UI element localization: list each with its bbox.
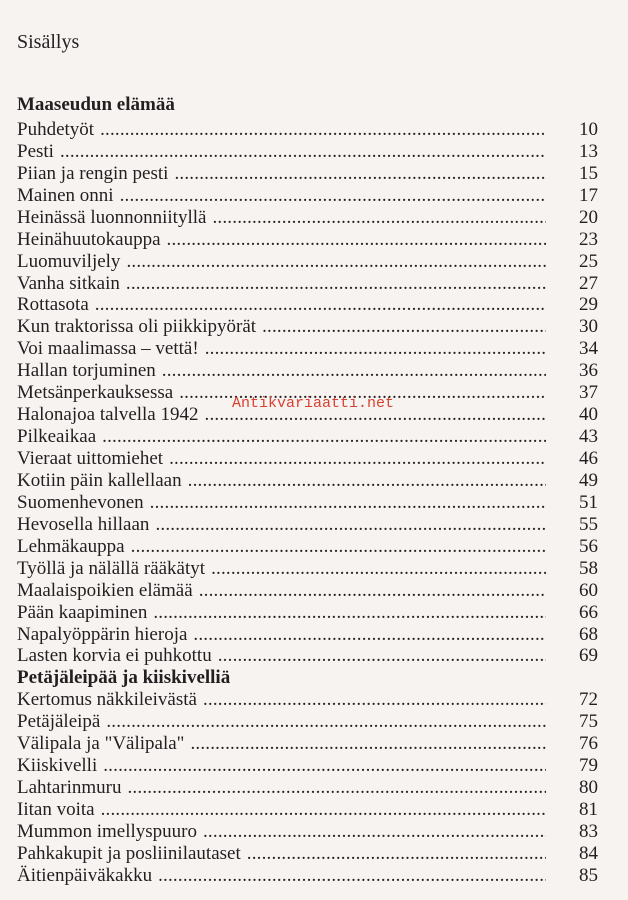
entry-title: Heinässä luonnonniityllä — [17, 206, 207, 228]
entry-title: Heinähuutokauppa — [17, 228, 161, 250]
toc-entry — [17, 645, 598, 667]
toc-entry — [17, 558, 598, 580]
dot-leader — [188, 470, 546, 492]
entry-title: Pään kaapiminen — [17, 601, 148, 623]
entry-title: Vanha sitkain — [17, 272, 120, 294]
entry-title: Kotiin päin kallellaan — [17, 469, 182, 491]
entry-page-number: 30 — [579, 316, 598, 338]
toc-entry — [17, 602, 598, 624]
entry-page-number: 80 — [579, 777, 598, 799]
section-heading: Petäjäleipää ja kiiskivelliä — [17, 667, 231, 689]
dot-leader — [120, 185, 546, 207]
entry-page-number: 10 — [579, 118, 598, 140]
page-title: Sisällys — [17, 31, 80, 53]
dot-leader — [100, 119, 546, 141]
entry-page-number: 34 — [579, 338, 598, 360]
toc-entry — [17, 119, 598, 141]
dot-leader — [199, 580, 546, 602]
entry-page-number: 55 — [579, 513, 598, 535]
entry-page-number: 81 — [579, 799, 598, 820]
table-of-contents — [17, 94, 598, 887]
dot-leader — [167, 229, 546, 251]
dot-leader — [193, 624, 546, 646]
toc-entry — [17, 799, 598, 821]
toc-entry — [17, 229, 598, 251]
entry-page-number: 29 — [579, 294, 598, 316]
entry-title: Kun traktorissa oli piikkipyörät — [17, 316, 257, 338]
toc-entry — [17, 448, 598, 470]
dot-leader — [262, 316, 546, 338]
entry-page-number: 68 — [579, 623, 598, 645]
toc-entry — [17, 492, 598, 514]
entry-title: Pesti — [17, 140, 54, 162]
dot-leader — [153, 602, 546, 624]
entry-page-number: 85 — [579, 864, 598, 886]
entry-title: Äitienpäiväkakku — [17, 864, 153, 886]
dot-leader — [126, 251, 546, 273]
dot-leader — [102, 426, 546, 448]
toc-entry — [17, 843, 598, 865]
entry-page-number: 76 — [579, 733, 598, 755]
entry-page-number: 43 — [579, 426, 598, 448]
dot-leader — [218, 645, 546, 667]
entry-title: Suomenhevonen — [17, 491, 144, 513]
entry-page-number: 58 — [579, 557, 598, 579]
entry-page-number: 49 — [579, 469, 598, 491]
entry-title: Kiiskivelli — [17, 755, 98, 777]
section-heading: Maaseudun elämää — [17, 94, 175, 115]
dot-leader — [60, 141, 546, 163]
entry-page-number: 15 — [579, 162, 598, 184]
entry-page-number: 72 — [579, 689, 598, 711]
entry-page-number: 36 — [579, 360, 598, 382]
entry-title: Napalyöppärin hieroja — [17, 623, 188, 645]
entry-title: Iitan voita — [17, 799, 95, 820]
toc-entry — [17, 251, 598, 273]
dot-leader — [103, 755, 546, 777]
entry-title: Hallan torjuminen — [17, 360, 156, 382]
entry-title: Vieraat uittomiehet — [17, 448, 164, 469]
toc-section — [17, 667, 598, 886]
toc-entry — [17, 865, 598, 887]
entry-title: Petäjäleipä — [17, 711, 101, 733]
toc-entry — [17, 141, 598, 163]
dot-leader — [169, 448, 546, 470]
dot-leader — [158, 865, 546, 887]
toc-entry — [17, 360, 598, 382]
dot-leader — [205, 338, 546, 360]
dot-leader — [203, 689, 546, 711]
toc-entry — [17, 426, 598, 448]
toc-entry — [17, 185, 598, 207]
entry-title: Puhdetyöt — [17, 118, 95, 140]
entry-page-number: 69 — [579, 645, 598, 667]
entry-title: Pilkeaikaa — [17, 426, 97, 448]
entry-title: Kertomus näkkileivästä — [17, 689, 197, 711]
dot-leader — [174, 163, 546, 185]
toc-entry — [17, 711, 598, 733]
toc-entry — [17, 777, 598, 799]
dot-leader — [211, 558, 546, 580]
entry-title: Pahkakupit ja posliinilautaset — [17, 842, 241, 864]
entry-title: Lahtarinmuru — [17, 777, 122, 799]
entry-page-number: 83 — [579, 820, 598, 842]
entry-title: Lehmäkauppa — [17, 535, 125, 557]
toc-entry — [17, 273, 598, 295]
entry-page-number: 40 — [579, 404, 598, 426]
toc-entry — [17, 733, 598, 755]
entry-title: Työllä ja nälällä rääkätyt — [17, 557, 206, 579]
entry-title: Mainen onni — [17, 184, 114, 206]
entry-page-number: 46 — [579, 448, 598, 469]
dot-leader — [162, 360, 546, 382]
entry-page-number: 13 — [579, 140, 598, 162]
dot-leader — [101, 799, 546, 821]
toc-entry — [17, 470, 598, 492]
entry-title: Välipala ja "Välipala" — [17, 733, 185, 755]
entry-page-number: 20 — [579, 206, 598, 228]
toc-entry — [17, 580, 598, 602]
entry-page-number: 56 — [579, 535, 598, 557]
entry-title: Halonajoa talvella 1942 — [17, 404, 199, 426]
dot-leader — [127, 777, 546, 799]
toc-entry — [17, 294, 598, 316]
dot-leader — [150, 492, 546, 514]
dot-leader — [126, 273, 546, 295]
dot-leader — [247, 843, 546, 865]
entry-page-number: 60 — [579, 579, 598, 601]
entry-title: Voi maalimassa – vettä! — [17, 338, 199, 360]
entry-page-number: 17 — [579, 184, 598, 206]
toc-entry — [17, 624, 598, 646]
toc-entry — [17, 338, 598, 360]
dot-leader — [155, 514, 546, 536]
entry-page-number: 75 — [579, 711, 598, 733]
dot-leader — [190, 733, 546, 755]
entry-title: Metsänperkauksessa — [17, 382, 174, 404]
toc-entry — [17, 514, 598, 536]
toc-entry — [17, 755, 598, 777]
entry-page-number: 66 — [579, 601, 598, 623]
entry-page-number: 84 — [579, 842, 598, 864]
toc-entry — [17, 821, 598, 843]
entry-title: Luomuviljely — [17, 250, 121, 272]
entry-title: Hevosella hillaan — [17, 513, 150, 535]
toc-entry — [17, 316, 598, 338]
entry-page-number: 79 — [579, 755, 598, 777]
entry-title: Piian ja rengin pesti — [17, 162, 169, 184]
toc-entry — [17, 207, 598, 229]
toc-section — [17, 94, 598, 667]
toc-entry — [17, 689, 598, 711]
entry-page-number: 37 — [579, 382, 598, 404]
entry-title: Rottasota — [17, 294, 89, 316]
entry-title: Maalaispoikien elämää — [17, 579, 193, 601]
toc-entry — [17, 536, 598, 558]
dot-leader — [203, 821, 546, 843]
entry-page-number: 23 — [579, 228, 598, 250]
toc-entry — [17, 163, 598, 185]
entry-page-number: 25 — [579, 250, 598, 272]
dot-leader — [95, 294, 546, 316]
watermark: Antikvariaatti.net — [232, 395, 395, 412]
entry-title: Lasten korvia ei puhkottu — [17, 645, 212, 667]
entry-title: Mummon imellyspuuro — [17, 820, 197, 842]
entry-page-number: 27 — [579, 272, 598, 294]
entry-page-number: 51 — [579, 491, 598, 513]
dot-leader — [131, 536, 546, 558]
dot-leader — [212, 207, 546, 229]
dot-leader — [106, 711, 546, 733]
